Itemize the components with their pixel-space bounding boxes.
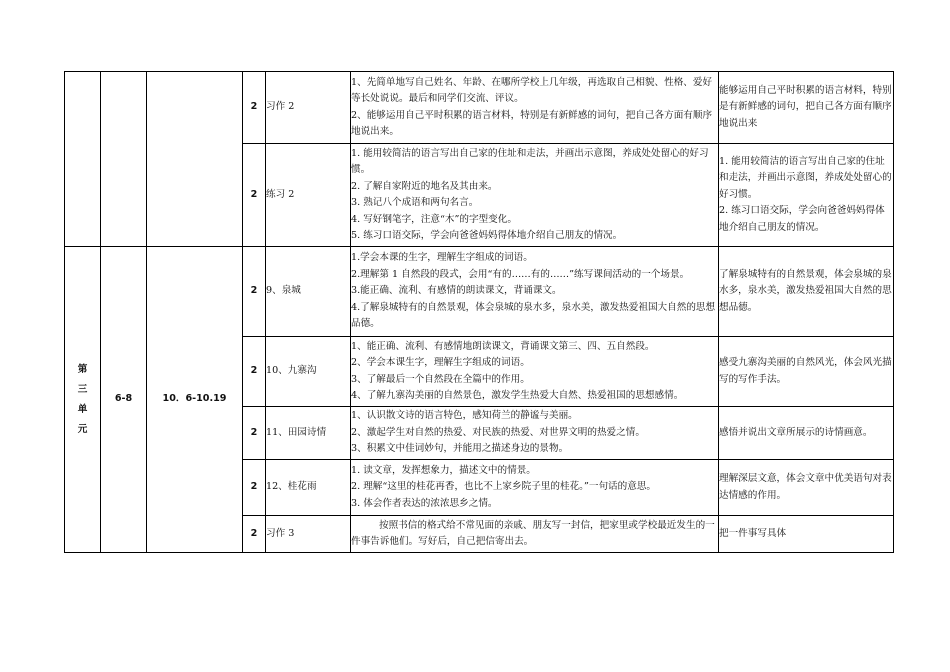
lesson-title: 习作 3 (266, 516, 351, 553)
objective-item: 3.能正确、流利、有感情的朗读课文，背诵课文。 (351, 285, 562, 297)
objective-item: 3. 体会作者表达的浓浓思乡之情。 (351, 497, 498, 509)
lesson-title: 12、桂花雨 (266, 460, 351, 516)
objective-item: 按照书信的格式给不常见面的亲戚、朋友写一封信，把家里或学校最近发生的一件事告诉他们。写好后，自己把信寄出去。 (351, 519, 715, 547)
objective-item: 3、积累文中佳词妙句，并能用之描述身边的景物。 (351, 443, 569, 455)
focus-cell: 能够运用自己平时积累的语言材料，特别是有新鲜感的词句，把自己各方面有顺序地说出来 (719, 72, 894, 144)
unit-label (65, 247, 101, 553)
unit-char: 单 (77, 403, 88, 415)
hours-cell: 2 (243, 247, 266, 337)
objectives-cell (351, 144, 719, 247)
lesson-title: 习作 2 (266, 72, 351, 144)
objectives-cell (351, 337, 719, 407)
objectives-cell (351, 72, 719, 144)
unit-char: 第 (77, 363, 88, 375)
lesson-title: 10、九寨沟 (266, 337, 351, 407)
hours-cell: 2 (243, 460, 266, 516)
lesson-row-composition-2 (65, 72, 894, 144)
unit-char: 三 (77, 383, 88, 395)
objective-item: 4. 写好钢笔字，注意“木”的字型变化。 (351, 213, 517, 225)
focus-cell: 了解泉城特有的自然景观，体会泉城的泉水多，泉水美，激发热爱祖国大自然的思想品德。 (719, 247, 894, 337)
focus-cell: 感悟并说出文章所展示的诗情画意。 (719, 407, 894, 460)
hours-cell: 2 (243, 407, 266, 460)
hours-cell: 2 (243, 337, 266, 407)
focus-cell: 理解深层文意，体会文章中优美语句对表达情感的作用。 (719, 460, 894, 516)
hours-cell: 2 (243, 72, 266, 144)
objective-item: 1、认识散文诗的语言特色，感知荷兰的静谧与美丽。 (351, 410, 578, 422)
objective-item: 2.理解第 1 自然段的段式，会用“有的……有的……”练写课间活动的一个场景。 (351, 268, 690, 280)
objectives-cell (351, 516, 719, 553)
objective-item: 2、学会本课生字，理解生字组成的词语。 (351, 357, 530, 368)
objective-item: 1. 读文章，发挥想象力，描述文中的情景。 (351, 464, 536, 476)
objective-item: 1.学会本课的生字，理解生字组成的词语。 (351, 252, 533, 264)
objective-item: 2、能够运用自己平时积累的语言材料，特别是有新鲜感的词句，把自己各方面有顺序地说出来。 (351, 109, 713, 137)
dates-cell: 10．6-10.19 (147, 247, 243, 553)
objective-item: 1、先简单地写自己姓名、年龄、在哪所学校上几年级，再选取自己相貌、性格、爱好等长处说说。最后和同学们交流、评议。 (351, 76, 713, 104)
objectives-cell (351, 247, 719, 337)
focus-cell: 感受九寨沟美丽的自然风光，体会风光描写的写作手法。 (719, 337, 894, 407)
weeks-cell: 6-8 (101, 247, 147, 553)
lesson-title: 11、田园诗情 (266, 407, 351, 460)
objective-item: 4.了解泉城特有的自然景观，体会泉城的泉水多，泉水美，激发热爱祖国大自然的思想品德。 (351, 301, 716, 330)
objective-item: 4、了解九寨沟美丽的自然景色，激发学生热爱大自然、热爱祖国的思想感情。 (351, 390, 684, 401)
focus-cell: 1. 能用较简洁的语言写出自己家的住址和走法，并画出示意图，养成处处留心的好习惯。 2. 练习口语交际，学会向爸爸妈妈得体地介绍自己朋友的情况。 (719, 144, 894, 247)
objectives-cell (351, 460, 719, 516)
unit-char: 元 (77, 423, 88, 435)
objective-item: 3. 熟记八个成语和两句名言。 (351, 197, 479, 208)
objective-item: 3、了解最后一个自然段在全篇中的作用。 (351, 373, 530, 385)
unit-cell-empty (65, 72, 101, 247)
teaching-plan-table (64, 71, 894, 553)
objective-item: 1、能正确、流利、有感情地朗读课文，背诵课文第三、四、五自然段。 (351, 340, 655, 352)
dates-cell-empty (147, 72, 243, 247)
objective-item: 1. 能用较简洁的语言写出自己家的住址和走法，并画出示意图，养成处处留心的好习惯。 (351, 147, 709, 175)
objective-item: 2. 了解自家附近的地名及其由来。 (351, 180, 498, 192)
objective-item: 2. 理解“这里的桂花再香，也比不上家乡院子里的桂花。”一句话的意思。 (351, 481, 657, 493)
objectives-cell (351, 407, 719, 460)
weeks-cell-empty (101, 72, 147, 247)
objective-item: 5. 练习口语交际，学会向爸爸妈妈得体地介绍自己朋友的情况。 (351, 230, 623, 241)
lesson-title: 9、泉城 (266, 247, 351, 337)
hours-cell: 2 (243, 516, 266, 553)
objective-item: 2、激起学生对自然的热爱、对民族的热爱、对世界文明的热爱之情。 (351, 426, 645, 438)
focus-cell: 把一件事写具体 (719, 516, 894, 553)
lesson-row-quancheng (65, 247, 894, 337)
lesson-title: 练习 2 (266, 144, 351, 247)
hours-cell: 2 (243, 144, 266, 247)
